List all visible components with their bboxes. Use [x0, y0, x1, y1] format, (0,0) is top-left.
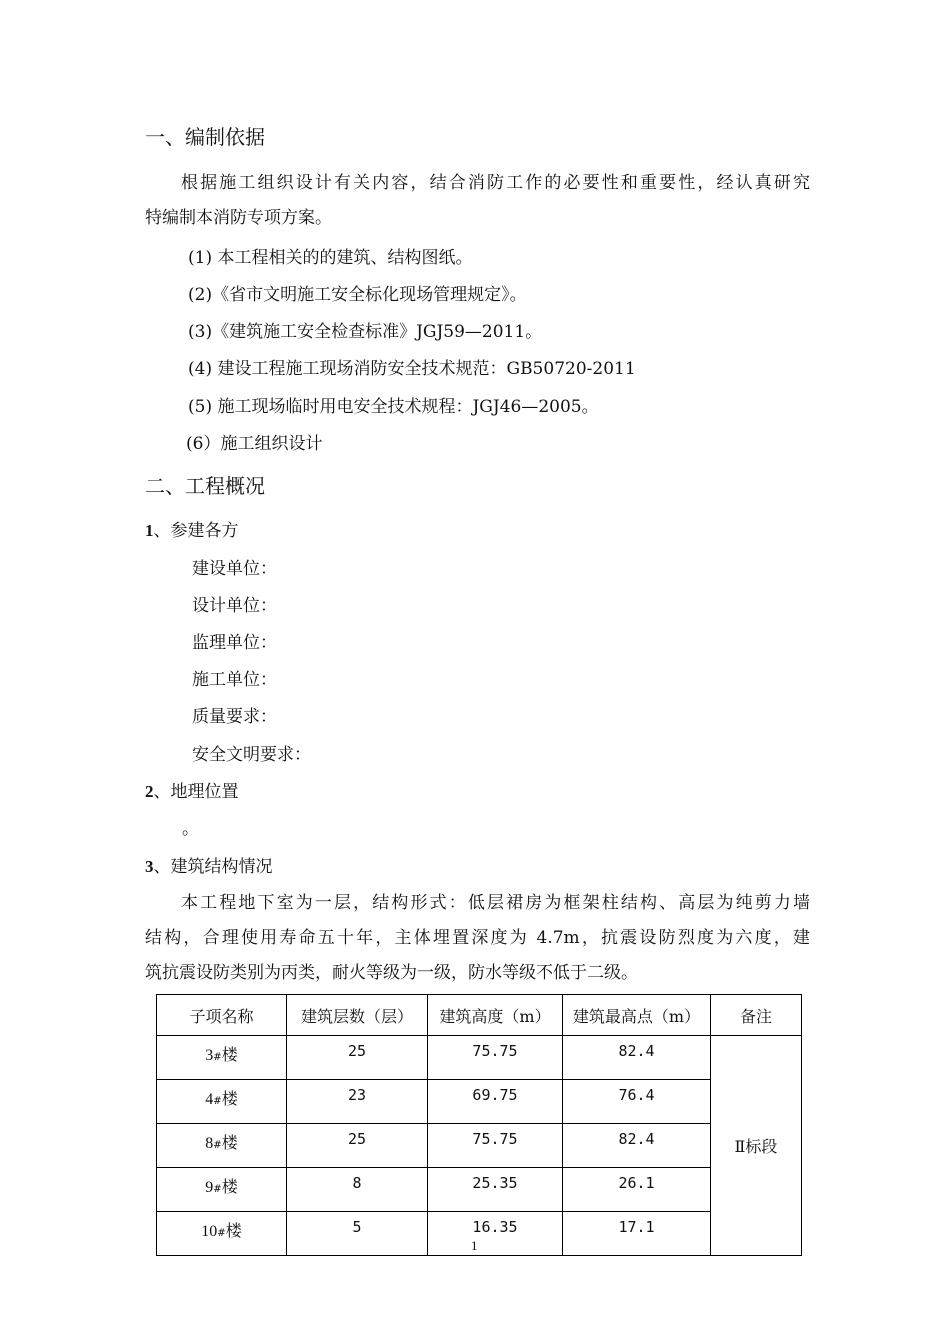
- subsection-title: 、地理位置: [153, 782, 239, 802]
- party-label: 建设单位：: [192, 559, 277, 579]
- top-point-cell: 82.4: [563, 1036, 711, 1080]
- building-name-cell: 8#楼: [157, 1124, 287, 1168]
- table-row: [157, 1080, 802, 1124]
- section-heading-basis: 一、编制依据: [145, 125, 265, 149]
- basis-item: (2)《省市文明施工安全标化现场管理规定》。: [188, 285, 527, 305]
- top-point-cell: 82.4: [563, 1124, 711, 1168]
- height-cell: 75.75: [428, 1124, 563, 1168]
- table-header-cell: 备注: [711, 995, 802, 1036]
- subsection-number: 1: [145, 521, 154, 540]
- subsection-heading-parties: [145, 520, 239, 542]
- basis-item: (4) 建设工程施工现场消防安全技术规范：GB50720-2011: [188, 359, 636, 379]
- table-row: [157, 1212, 802, 1256]
- building-name-cell: 10#楼: [157, 1212, 287, 1256]
- floors-cell: 25: [287, 1124, 428, 1168]
- building-name-cell: 3#楼: [157, 1036, 287, 1080]
- height-cell: 75.75: [428, 1036, 563, 1080]
- basis-intro-line: 特编制本消防专项方案。: [145, 208, 332, 228]
- table-row: [157, 1036, 802, 1080]
- structure-line: 本工程地下室为一层，结构形式：低层裙房为框架柱结构、高层为纯剪力墙: [181, 893, 810, 913]
- party-label: 安全文明要求：: [192, 745, 311, 765]
- top-point-cell: 26.1: [563, 1168, 711, 1212]
- structure-line: 筑抗震设防类别为丙类，耐火等级为一级，防水等级不低于二级。: [145, 963, 638, 983]
- building-spec-table: [156, 994, 802, 1256]
- basis-item: (5) 施工现场临时用电安全技术规程：JGJ46—2005。: [188, 397, 599, 417]
- basis-intro-paragraph: [145, 166, 810, 236]
- party-label: 设计单位：: [192, 596, 277, 616]
- section-heading-overview: 二、工程概况: [145, 474, 265, 498]
- building-name-cell: 4#楼: [157, 1080, 287, 1124]
- table-header-cell: 建筑最高点（m）: [563, 995, 711, 1036]
- basis-item: (1) 本工程相关的的建筑、结构图纸。: [188, 248, 473, 268]
- subsection-heading-structure: [145, 856, 273, 878]
- table-header-cell: 建筑高度（m）: [428, 995, 563, 1036]
- location-text: 。: [182, 819, 199, 839]
- party-label: 监理单位：: [192, 633, 277, 653]
- floors-cell: 5: [287, 1212, 428, 1256]
- floors-cell: 25: [287, 1036, 428, 1080]
- floors-cell: 8: [287, 1168, 428, 1212]
- table-header-row: [157, 995, 802, 1036]
- table-row: [157, 1168, 802, 1212]
- page-number: 1: [471, 1238, 478, 1253]
- party-label: 质量要求：: [192, 707, 277, 727]
- party-label: 施工单位：: [192, 670, 277, 690]
- height-cell: 25.35: [428, 1168, 563, 1212]
- floors-cell: 23: [287, 1080, 428, 1124]
- building-name-cell: 9#楼: [157, 1168, 287, 1212]
- subsection-title: 、参建各方: [153, 521, 239, 541]
- top-point-cell: 17.1: [563, 1212, 711, 1256]
- subsection-title: 、建筑结构情况: [153, 857, 273, 877]
- basis-item: (6）施工组织设计: [186, 434, 323, 454]
- top-point-cell: 76.4: [563, 1080, 711, 1124]
- table-header-cell: 子项名称: [157, 995, 287, 1036]
- structure-line: 结构，合理使用寿命五十年，主体埋置深度为 4.7m，抗震设防烈度为六度，建: [145, 928, 810, 948]
- remark-cell: Ⅱ标段: [711, 1036, 802, 1256]
- basis-intro-line: 根据施工组织设计有关内容，结合消防工作的必要性和重要性，经认真研究: [181, 173, 810, 193]
- table-header-cell: 建筑层数（层）: [287, 995, 428, 1036]
- height-cell: 69.75: [428, 1080, 563, 1124]
- subsection-number: 2: [145, 782, 154, 801]
- subsection-heading-location: [145, 781, 239, 803]
- height-cell: 16.35: [428, 1212, 563, 1256]
- structure-paragraph: [145, 886, 810, 991]
- table-row: [157, 1124, 802, 1168]
- subsection-number: 3: [145, 857, 154, 876]
- basis-item: (3)《建筑施工安全检查标准》JGJ59—2011。: [188, 322, 543, 342]
